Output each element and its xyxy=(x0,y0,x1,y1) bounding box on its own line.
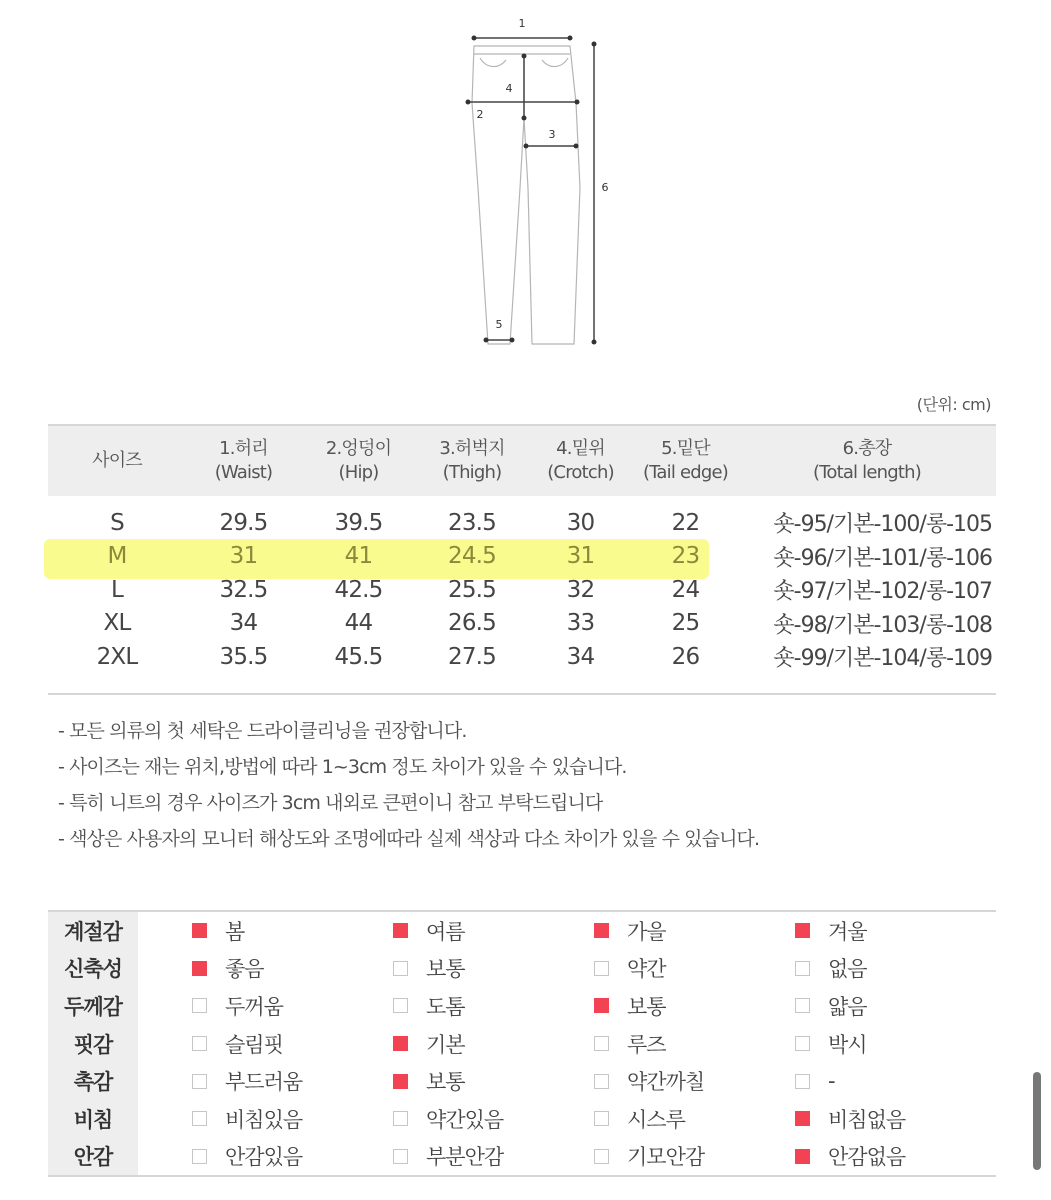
property-option: 박시 xyxy=(795,1025,996,1063)
property-row-sheerness xyxy=(48,1100,996,1138)
crotch-cell: 32 xyxy=(566,576,595,603)
property-option: 부분안감 xyxy=(393,1138,594,1176)
checkbox xyxy=(192,1036,207,1051)
checkbox xyxy=(393,998,408,1013)
property-row-fit xyxy=(48,1025,996,1063)
waist-cell: 34 xyxy=(229,610,258,637)
tail-edge-cell: 26 xyxy=(671,643,700,670)
property-option: 슬림핏 xyxy=(192,1025,393,1063)
hip-cell: 44 xyxy=(344,610,373,637)
scrollbar-thumb[interactable] xyxy=(1033,1072,1041,1170)
property-option: 비침있음 xyxy=(192,1100,393,1138)
note-item: - 사이즈는 재는 위치,방법에 따라 1~3cm 정도 차이가 있을 수 있습니다. xyxy=(58,756,627,778)
property-label: 두께감 xyxy=(48,987,138,1025)
total-length-cell: 숏-99/기본-104/롱-109 xyxy=(773,646,992,672)
hip-cell: 45.5 xyxy=(334,643,383,670)
property-option: 약간 xyxy=(594,950,795,988)
checkbox xyxy=(393,1036,408,1051)
dimension-crotch xyxy=(506,54,527,121)
property-row-lining xyxy=(48,1138,996,1176)
tail-edge-cell: 24 xyxy=(671,576,700,603)
svg-text:6: 6 xyxy=(601,181,609,194)
property-label: 핏감 xyxy=(48,1025,138,1063)
header-thigh: 3.허벅지 (Thigh) xyxy=(439,438,505,483)
property-option: 여름 xyxy=(393,912,594,950)
checkbox xyxy=(594,1036,609,1051)
size-cell: S xyxy=(110,509,124,536)
property-label: 안감 xyxy=(48,1138,138,1176)
property-option: 약간있음 xyxy=(393,1100,594,1138)
property-row-elasticity xyxy=(48,950,996,988)
header-hip: 2.엉덩이 (Hip) xyxy=(325,438,392,483)
header-total-length: 6.총장 (Total length) xyxy=(813,438,921,483)
property-option: 안감없음 xyxy=(795,1138,996,1176)
property-row-touch xyxy=(48,1062,996,1100)
waist-cell: 31 xyxy=(229,543,258,570)
checkbox xyxy=(795,998,810,1013)
thigh-cell: 24.5 xyxy=(447,543,496,570)
property-label: 비침 xyxy=(48,1100,138,1138)
checkbox xyxy=(192,961,207,976)
total-length-cell: 숏-95/기본-100/롱-105 xyxy=(773,512,992,538)
thigh-cell: 27.5 xyxy=(447,643,496,670)
property-option: 보통 xyxy=(393,1062,594,1100)
size-cell: XL xyxy=(103,610,131,637)
dimension-tail-edge xyxy=(484,318,515,343)
total-length-cell: 숏-96/기본-101/롱-106 xyxy=(773,545,992,571)
header-tail-edge: 5.밑단 (Tail edge) xyxy=(642,438,728,483)
property-label: 촉감 xyxy=(48,1062,138,1100)
dimension-waist xyxy=(472,17,573,41)
checkbox xyxy=(393,923,408,938)
checkbox xyxy=(192,1111,207,1126)
property-option: 기본 xyxy=(393,1025,594,1063)
property-option: 도톰 xyxy=(393,987,594,1025)
table-row xyxy=(48,540,996,574)
crotch-cell: 33 xyxy=(566,610,595,637)
pants-illustration xyxy=(450,8,630,358)
unit-label: (단위: cm) xyxy=(916,395,991,414)
total-length-cell: 숏-98/기본-103/롱-108 xyxy=(773,612,992,638)
property-option: 좋음 xyxy=(192,950,393,988)
checkbox xyxy=(795,1149,810,1164)
table-row xyxy=(48,573,996,607)
checkbox xyxy=(192,1074,207,1089)
property-option: 보통 xyxy=(393,950,594,988)
checkbox xyxy=(594,998,609,1013)
property-option: 약간까칠 xyxy=(594,1062,795,1100)
property-option: 기모안감 xyxy=(594,1138,795,1176)
dimension-total-length xyxy=(592,42,609,345)
note-item: - 모든 의류의 첫 세탁은 드라이클리닝을 권장합니다. xyxy=(58,720,467,742)
note-item: - 특히 니트의 경우 사이즈가 3cm 내외로 큰편이니 참고 부탁드립니다 xyxy=(58,792,603,814)
property-option: 두꺼움 xyxy=(192,987,393,1025)
checkbox xyxy=(594,923,609,938)
checkbox xyxy=(795,923,810,938)
property-option: 가을 xyxy=(594,912,795,950)
hip-cell: 39.5 xyxy=(334,509,383,536)
checkbox xyxy=(594,1074,609,1089)
checkbox xyxy=(594,1111,609,1126)
checkbox xyxy=(795,1074,810,1089)
checkbox xyxy=(192,1149,207,1164)
property-option: 없음 xyxy=(795,950,996,988)
property-option: 안감있음 xyxy=(192,1138,393,1176)
svg-text:3: 3 xyxy=(548,128,556,141)
header-crotch: 4.밑위 (Crotch) xyxy=(547,438,614,483)
thigh-cell: 23.5 xyxy=(447,509,496,536)
property-option: 시스루 xyxy=(594,1100,795,1138)
size-table-header xyxy=(48,424,996,496)
property-row-season xyxy=(48,912,996,950)
property-option: - xyxy=(795,1062,996,1100)
checkbox xyxy=(594,1149,609,1164)
checkbox xyxy=(393,1074,408,1089)
pants-measurement-diagram xyxy=(450,8,630,358)
property-option: 얇음 xyxy=(795,987,996,1025)
checkbox xyxy=(594,961,609,976)
crotch-cell: 30 xyxy=(566,509,595,536)
checkbox xyxy=(795,1036,810,1051)
thigh-cell: 25.5 xyxy=(447,576,496,603)
table-row xyxy=(48,506,996,540)
property-option: 비침없음 xyxy=(795,1100,996,1138)
property-label: 신축성 xyxy=(48,950,138,988)
checkbox xyxy=(192,923,207,938)
crotch-cell: 31 xyxy=(566,543,595,570)
property-row-thickness xyxy=(48,987,996,1025)
checkbox xyxy=(393,1149,408,1164)
checkbox xyxy=(192,998,207,1013)
property-option: 보통 xyxy=(594,987,795,1025)
note-item: - 색상은 사용자의 모니터 해상도와 조명에따라 실제 색상과 다소 차이가 있을 수 있습니다. xyxy=(58,828,760,850)
header-waist: 1.허리 (Waist) xyxy=(214,438,273,483)
size-table-body xyxy=(48,496,996,695)
thigh-cell: 26.5 xyxy=(447,610,496,637)
property-option: 부드러움 xyxy=(192,1062,393,1100)
svg-text:5: 5 xyxy=(495,318,503,331)
total-length-cell: 숏-97/기본-102/롱-107 xyxy=(773,579,992,605)
property-option: 루즈 xyxy=(594,1025,795,1063)
size-cell: 2XL xyxy=(96,643,138,670)
tail-edge-cell: 25 xyxy=(671,610,700,637)
svg-text:2: 2 xyxy=(476,108,484,121)
size-table xyxy=(48,424,996,695)
hip-cell: 41 xyxy=(344,543,373,570)
table-row xyxy=(48,640,996,674)
care-notes xyxy=(58,713,998,857)
product-properties-table xyxy=(48,910,996,1177)
property-label: 계절감 xyxy=(48,912,138,950)
property-option: 봄 xyxy=(192,912,393,950)
waist-cell: 32.5 xyxy=(219,576,268,603)
checkbox xyxy=(795,961,810,976)
waist-cell: 35.5 xyxy=(219,643,268,670)
checkbox xyxy=(393,1111,408,1126)
svg-text:4: 4 xyxy=(505,82,513,95)
checkbox xyxy=(795,1111,810,1126)
size-cell: M xyxy=(107,543,127,570)
size-cell: L xyxy=(110,576,123,603)
table-row xyxy=(48,607,996,641)
crotch-cell: 34 xyxy=(566,643,595,670)
tail-edge-cell: 22 xyxy=(671,509,700,536)
header-size: 사이즈 xyxy=(92,450,142,471)
waist-cell: 29.5 xyxy=(219,509,268,536)
tail-edge-cell: 23 xyxy=(671,543,700,570)
dimension-thigh xyxy=(524,128,579,149)
checkbox xyxy=(393,961,408,976)
svg-text:1: 1 xyxy=(518,17,526,30)
hip-cell: 42.5 xyxy=(334,576,383,603)
property-option: 겨울 xyxy=(795,912,996,950)
